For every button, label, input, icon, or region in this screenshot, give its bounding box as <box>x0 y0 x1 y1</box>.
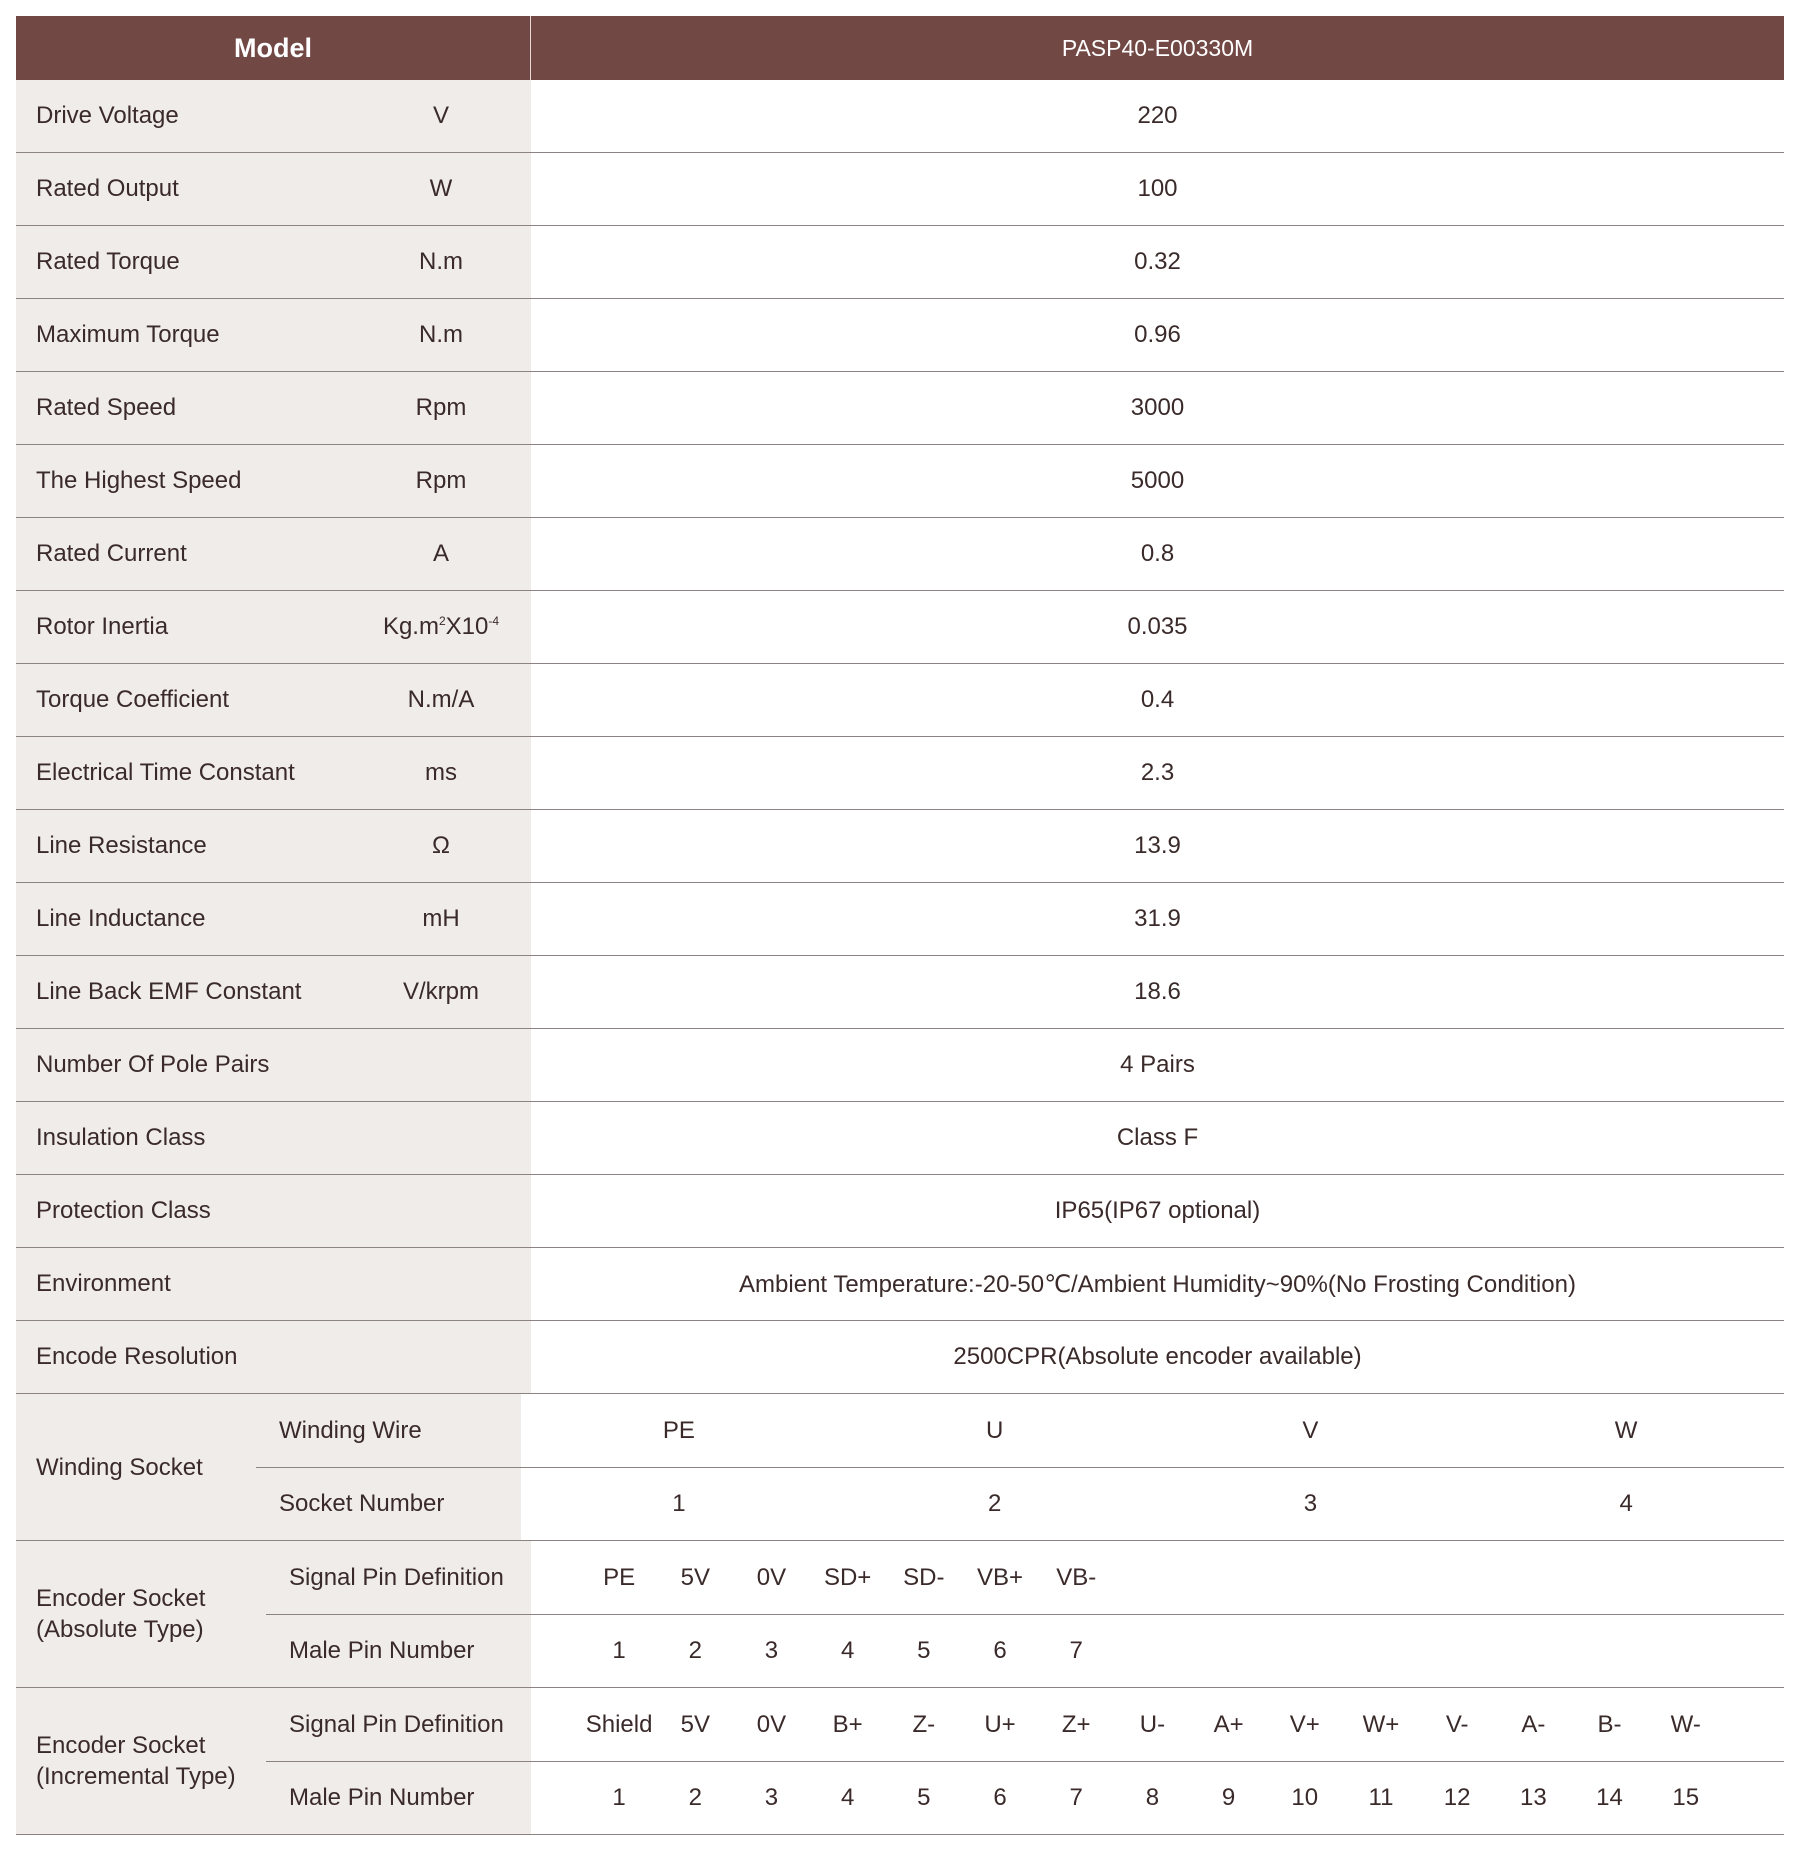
abs-signal-label: Signal Pin Definition <box>266 1541 531 1614</box>
inc-signal-row <box>266 1688 1784 1762</box>
spec-unit: Ω <box>432 832 450 859</box>
spec-name: Environment <box>36 1270 171 1297</box>
inc-pin-cell: 15 <box>1672 1784 1700 1811</box>
inc-pin-cell: 12 <box>1443 1784 1471 1811</box>
socket-number-cells <box>521 1468 1784 1540</box>
abs-signal-cell: SD+ <box>823 1563 872 1591</box>
socket-number-row <box>256 1468 1784 1540</box>
inc-signal-cell: A+ <box>1213 1710 1244 1738</box>
winding-wire-cell: PE <box>662 1416 695 1444</box>
abs-signal-cell: 0V <box>756 1563 787 1591</box>
socket-number-cell: 4 <box>1619 1490 1633 1517</box>
spec-row <box>16 883 1784 956</box>
spec-name: Insulation Class <box>36 1124 206 1151</box>
spec-name: Maximum Torque <box>36 321 220 348</box>
spec-value: 18.6 <box>1134 978 1181 1005</box>
spec-unit: N.m <box>419 321 463 348</box>
spec-value: 3000 <box>1130 394 1185 421</box>
spec-name: Protection Class <box>36 1197 211 1224</box>
abs-pin-cell: 5 <box>917 1637 931 1664</box>
spec-value: 2500CPR(Absolute encoder available) <box>953 1343 1362 1370</box>
inc-signal-cell: Shield <box>585 1710 653 1738</box>
spec-unit: V/krpm <box>402 978 479 1005</box>
inc-pin-cell: 5 <box>917 1784 931 1811</box>
socket-number-cell: 2 <box>987 1490 1002 1517</box>
inc-pin-cell: 3 <box>764 1784 779 1811</box>
spec-row <box>16 1029 1784 1102</box>
spec-value: 100 <box>1137 175 1178 202</box>
abs-pin-label: Male Pin Number <box>266 1615 531 1687</box>
inc-pin-cell: 14 <box>1596 1784 1623 1811</box>
spec-value: 220 <box>1137 102 1178 129</box>
spec-row <box>16 737 1784 810</box>
abs-pin-cells <box>531 1637 1114 1665</box>
spec-row <box>16 80 1784 153</box>
spec-name: Line Resistance <box>36 832 207 859</box>
spec-name: Electrical Time Constant <box>36 759 295 786</box>
winding-wire-cell: U <box>985 1416 1004 1444</box>
inc-pin-cell: 13 <box>1519 1784 1547 1811</box>
inc-pin-cell: 6 <box>993 1784 1007 1811</box>
abs-signal-cell: VB- <box>1056 1563 1097 1591</box>
spec-name: Torque Coefficient <box>36 686 230 713</box>
abs-signal-row <box>266 1541 1784 1615</box>
spec-name: Rated Current <box>36 540 187 567</box>
encoder-absolute-label-line2: (Absolute Type) <box>36 1616 204 1643</box>
spec-unit: N.m/A <box>407 686 475 713</box>
spec-table <box>16 16 1784 1835</box>
spec-value: 0.035 <box>1127 613 1188 640</box>
winding-wire-cell: W <box>1614 1416 1638 1444</box>
spec-row <box>16 299 1784 372</box>
spec-row <box>16 1321 1784 1394</box>
spec-unit: A <box>432 540 449 567</box>
winding-socket-group <box>16 1394 1784 1541</box>
spec-value: Class F <box>1116 1124 1199 1151</box>
spec-value: 2.3 <box>1140 759 1175 786</box>
socket-number-cell: 3 <box>1303 1490 1318 1517</box>
inc-signal-cell: B- <box>1597 1710 1622 1738</box>
inc-pin-cell: 7 <box>1069 1784 1083 1811</box>
spec-unit: V <box>432 102 449 129</box>
spec-value: 0.4 <box>1140 686 1175 713</box>
inc-pin-cell: 10 <box>1291 1784 1319 1811</box>
inc-signal-cell: 0V <box>756 1710 787 1738</box>
spec-name: Number Of Pole Pairs <box>36 1051 270 1078</box>
inc-signal-cell: B+ <box>832 1710 863 1738</box>
inc-pin-row <box>266 1762 1784 1834</box>
spec-unit: $Kg.m^2X10^{-4}$ <box>382 613 500 640</box>
spec-row <box>16 1102 1784 1175</box>
spec-row <box>16 372 1784 445</box>
encoder-incremental-label-line1: Encoder Socket <box>36 1732 206 1759</box>
abs-pin-cell: 4 <box>840 1637 855 1664</box>
abs-signal-cell: SD- <box>903 1563 945 1591</box>
spec-value: 0.32 <box>1134 248 1181 275</box>
abs-pin-cell: 3 <box>764 1637 779 1664</box>
socket-number-cell: 1 <box>672 1490 686 1517</box>
inc-pin-cell: 8 <box>1145 1784 1160 1811</box>
inc-pin-cell: 1 <box>612 1784 626 1811</box>
spec-unit: mH <box>422 905 460 932</box>
spec-value: 13.9 <box>1134 832 1181 859</box>
socket-number-label: Socket Number <box>256 1468 521 1540</box>
spec-name: Rotor Inertia <box>36 613 169 640</box>
spec-name: Encode Resolution <box>36 1343 238 1370</box>
inc-signal-cell: 5V <box>680 1710 710 1738</box>
winding-wire-cell: V <box>1302 1416 1319 1444</box>
abs-signal-cell: 5V <box>680 1563 710 1591</box>
spec-name: Rated Output <box>36 175 179 202</box>
spec-value: Ambient Temperature:-20-50℃/Ambient Humidity~90%(No Frosting Condition) <box>739 1270 1576 1298</box>
spec-name: Line Back EMF Constant <box>36 978 302 1005</box>
inc-signal-cell: U+ <box>984 1710 1016 1738</box>
inc-pin-cells <box>531 1784 1724 1812</box>
spec-row <box>16 956 1784 1029</box>
table-header <box>16 16 1784 80</box>
spec-unit: Rpm <box>415 394 467 421</box>
spec-row <box>16 1175 1784 1248</box>
inc-pin-cell: 11 <box>1368 1784 1394 1811</box>
abs-pin-cell: 7 <box>1069 1637 1083 1664</box>
spec-value: 5000 <box>1130 467 1185 494</box>
winding-socket-label: Winding Socket <box>16 1394 256 1540</box>
spec-row <box>16 518 1784 591</box>
spec-row <box>16 591 1784 664</box>
spec-unit: N.m <box>419 248 463 275</box>
spec-row <box>16 1248 1784 1321</box>
encoder-absolute-label-line1: Encoder Socket <box>36 1585 206 1612</box>
inc-signal-cell: V+ <box>1289 1710 1320 1738</box>
model-label: Model <box>16 16 531 80</box>
encoder-incremental-group <box>16 1688 1784 1835</box>
inc-pin-cell: 2 <box>688 1784 702 1811</box>
spec-rows <box>16 80 1784 1394</box>
spec-row <box>16 153 1784 226</box>
inc-signal-cell: A- <box>1521 1710 1546 1738</box>
spec-row <box>16 226 1784 299</box>
winding-wire-cells <box>521 1394 1784 1467</box>
abs-signal-cell: VB+ <box>977 1563 1024 1591</box>
abs-signal-cells <box>531 1564 1114 1592</box>
spec-unit: Rpm <box>415 467 467 494</box>
spec-name: The Highest Speed <box>36 467 242 494</box>
inc-pin-label: Male Pin Number <box>266 1762 531 1834</box>
abs-pin-cell: 6 <box>993 1637 1007 1664</box>
inc-signal-cell: W+ <box>1362 1710 1400 1738</box>
winding-wire-row <box>256 1394 1784 1468</box>
abs-pin-cell: 2 <box>688 1637 702 1664</box>
abs-pin-cell: 1 <box>612 1637 626 1664</box>
spec-name: Line Inductance <box>36 905 206 932</box>
spec-unit: ms <box>425 759 457 786</box>
spec-row <box>16 445 1784 518</box>
inc-signal-cells <box>531 1711 1724 1739</box>
spec-name: Rated Torque <box>36 248 180 275</box>
spec-value: IP65(IP67 optional) <box>1054 1197 1261 1224</box>
model-value: PASP40-E00330M <box>1061 34 1254 61</box>
inc-signal-cell: W- <box>1670 1710 1701 1738</box>
inc-signal-cell: Z+ <box>1061 1710 1091 1738</box>
inc-signal-cell: U- <box>1139 1710 1166 1738</box>
spec-value: 31.9 <box>1134 905 1181 932</box>
encoder-incremental-label-line2: (Incremental Type) <box>36 1763 236 1790</box>
inc-signal-cell: V- <box>1445 1710 1469 1738</box>
inc-signal-label: Signal Pin Definition <box>266 1688 531 1761</box>
spec-row <box>16 664 1784 737</box>
abs-pin-row <box>266 1615 1784 1687</box>
spec-name: Drive Voltage <box>36 102 179 129</box>
inc-signal-cell: Z- <box>912 1710 936 1738</box>
spec-value: 4 Pairs <box>1120 1051 1195 1078</box>
spec-value: 0.96 <box>1134 321 1181 348</box>
winding-wire-label: Winding Wire <box>256 1394 521 1467</box>
spec-unit: W <box>429 175 453 202</box>
inc-pin-cell: 9 <box>1221 1784 1236 1811</box>
spec-name: Rated Speed <box>36 394 177 421</box>
encoder-absolute-group <box>16 1541 1784 1688</box>
inc-pin-cell: 4 <box>840 1784 855 1811</box>
spec-row <box>16 810 1784 883</box>
spec-value: 0.8 <box>1140 540 1175 567</box>
abs-signal-cell: PE <box>603 1563 636 1591</box>
